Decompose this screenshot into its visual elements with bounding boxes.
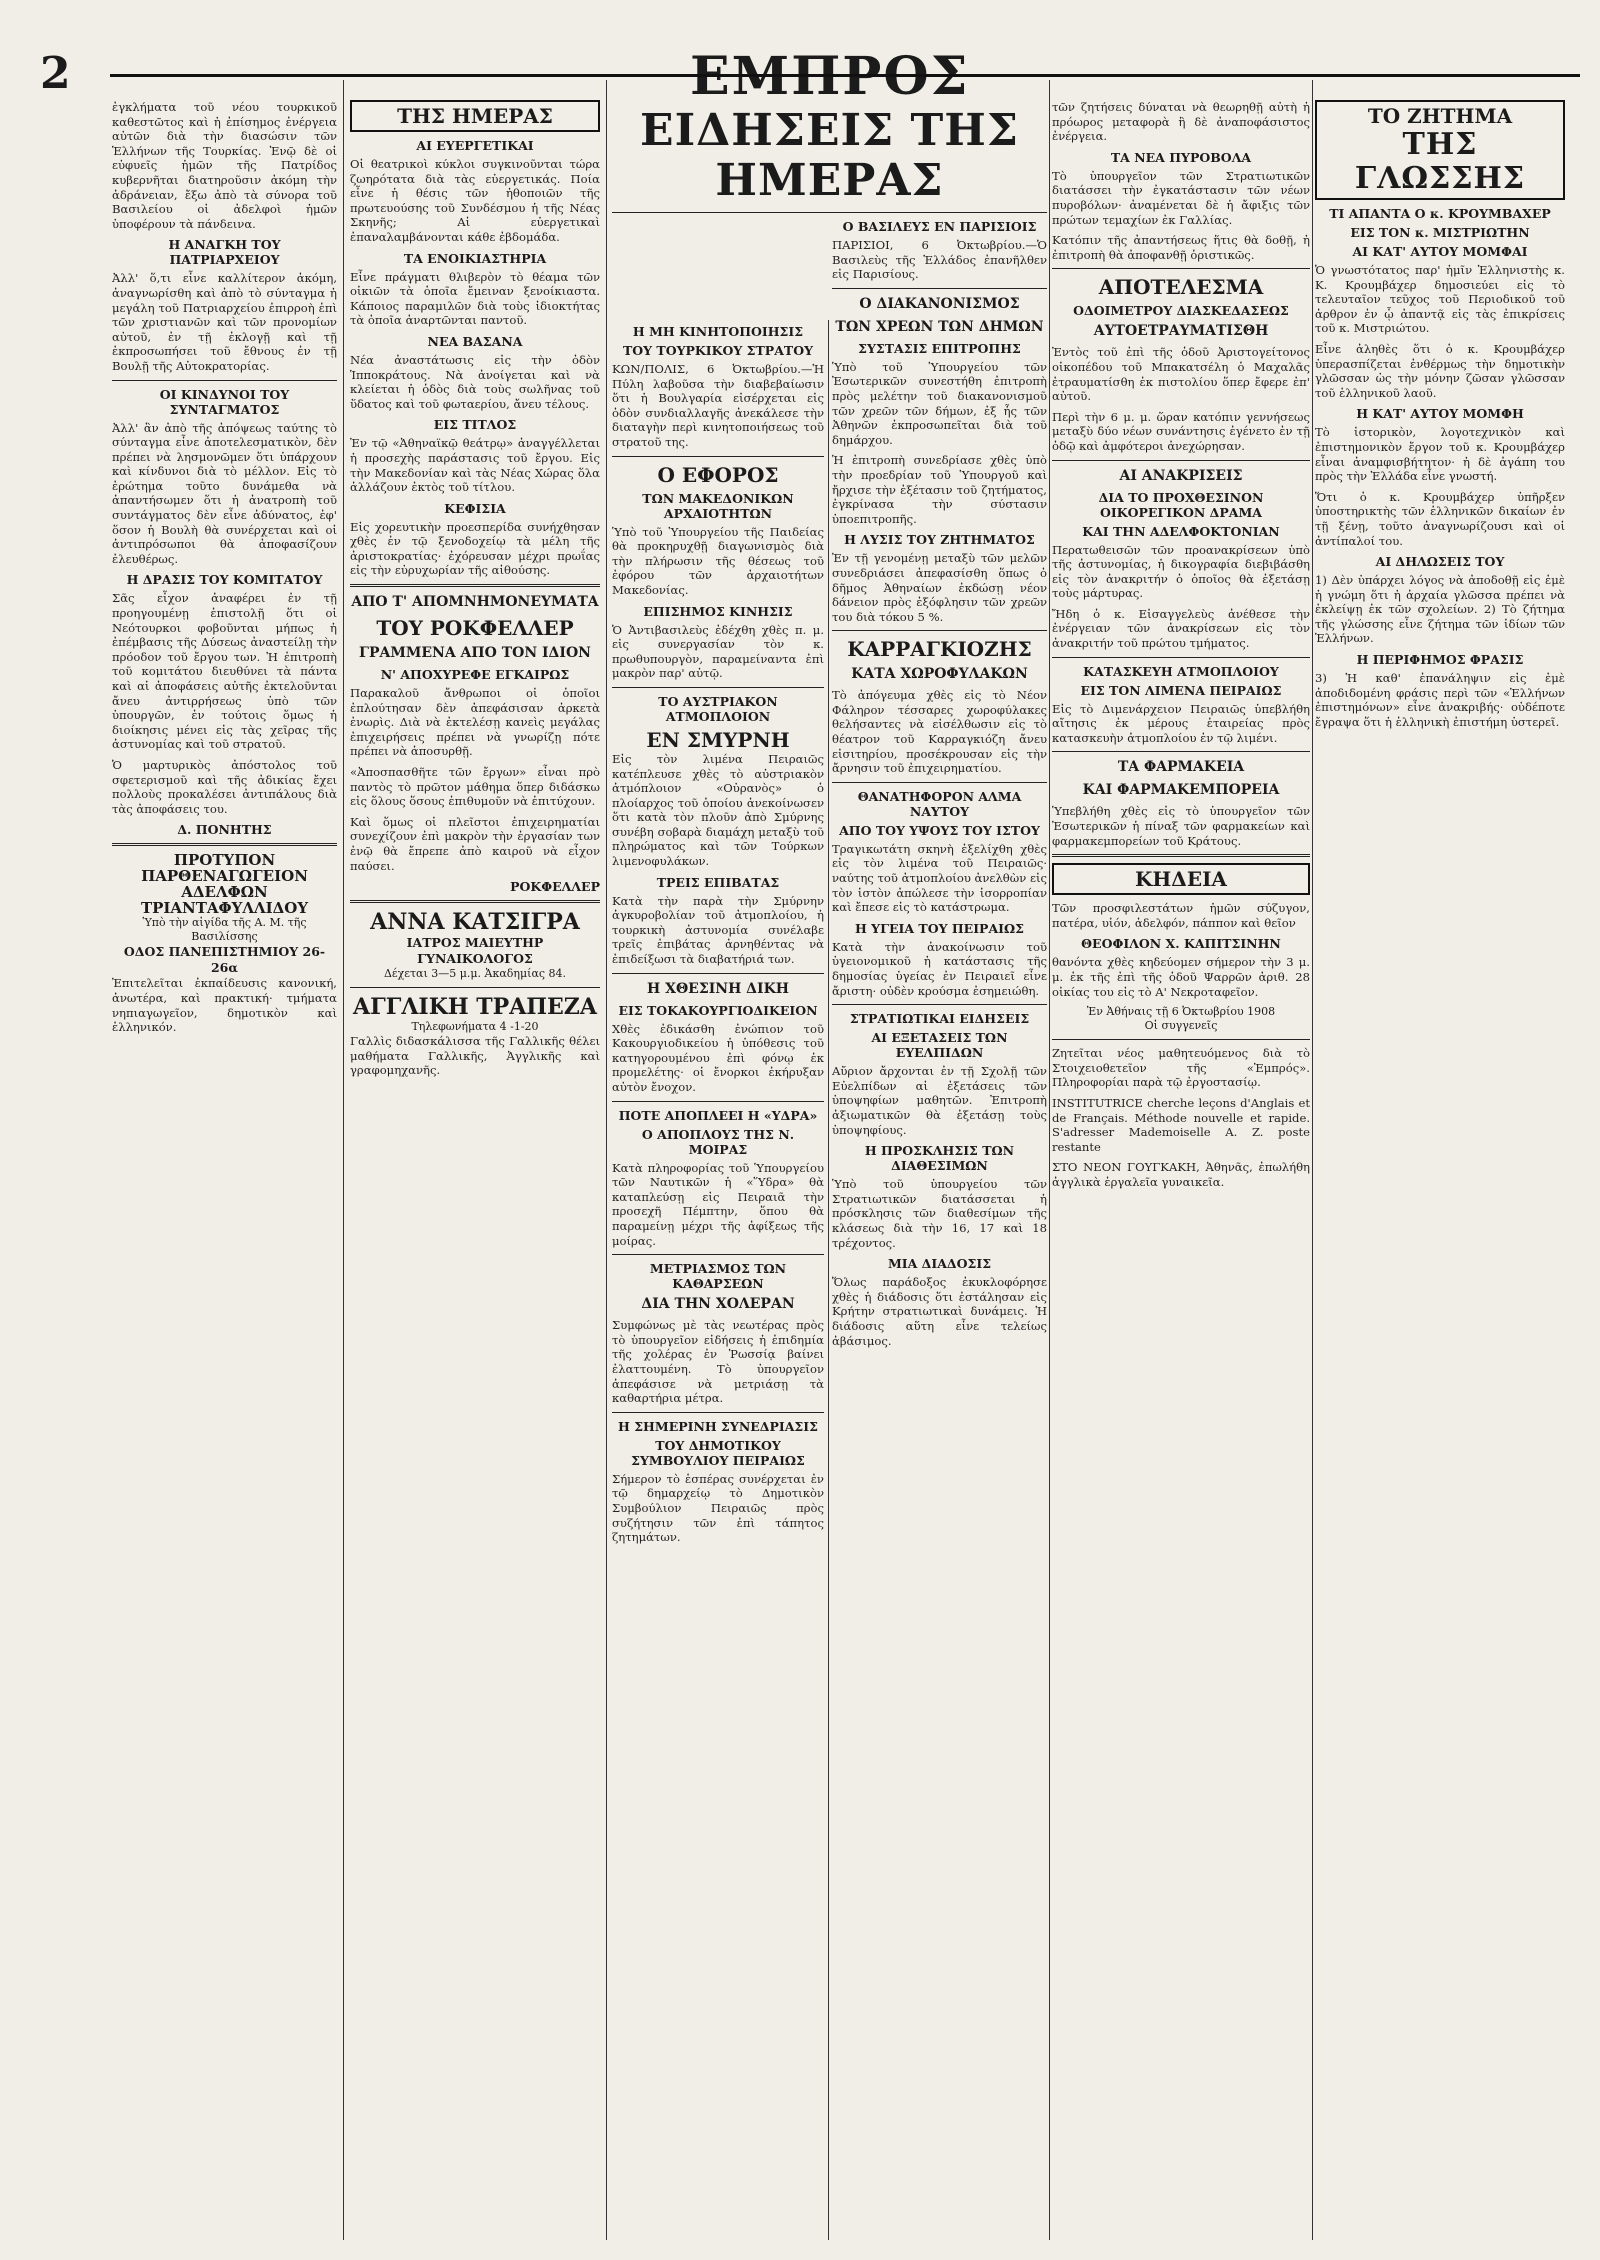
funeral-signature: Οἱ συγγενεῖς: [1144, 1019, 1218, 1033]
article-title: ΤΟ ΖΗΤΗΜΑ: [1367, 104, 1513, 128]
article-heading: ΠΟΤΕ ΑΠΟΠΛΕΕΙ Η «ΥΔΡΑ»: [618, 1107, 818, 1123]
article-text: Περὶ τὴν 6 μ. μ. ὥραν κατόπιν γεννήσεως μεταξὺ δύο νέων συνάντησις ἐγένετο ἐν τῇ ὁδῷ καὶ ἀμφότεροι ἀνεχώρησαν.: [1052, 409, 1310, 453]
masthead: [0, 0, 1600, 107]
article-text: Τὸ ὑπουργεῖον τῶν Στρατιωτικῶν διατάσσει τὴν ἐγκατάστασιν τῶν νέων πυροβόλων· ἀναμένεται δὲ ἡ ἄφιξις τῶν πρώτων τεμαχίων ἐκ Γαλλίας.: [1052, 168, 1310, 227]
article-text: Χθὲς ἐδικάσθη ἐνώπιον τοῦ Κακουργιοδικείου ἡ ὑπόθεσις τοῦ κατηγορουμένου ἐπὶ φόνῳ ἐκ προμελέτης· οἱ ἔνορκοι ἐκήρυξαν αὐτὸν ἔνοχον.: [612, 1021, 824, 1094]
article-heading: ΘΑΝΑΤΗΦΟΡΟΝ ΑΛΜΑ ΝΑΥΤΟΥ: [857, 788, 1022, 819]
article-text: Κατὰ τὴν ἀνακοίνωσιν τοῦ ὑγειονομικοῦ ἡ κατάστασις τῆς δημοσίας ὑγείας ἐν Πειραιεῖ εἶνε ἄριστη· οὐδὲν κρούσμα ἐσημειώθη.: [832, 939, 1047, 998]
article-text: Ὑπεβλήθη χθὲς εἰς τὸ ὑπουργεῖον τῶν Ἐσωτερικῶν ἡ πίναξ τῶν φαρμακείων καὶ φαρμακεμπορείων τοῦ Κράτους.: [1052, 804, 1310, 848]
article-heading: ΤΑ ΝΕΑ ΠΥΡΟΒΟΛΑ: [1110, 149, 1252, 165]
article-subheading: ΕΙΣ ΤΟΚΑΚΟΥΡΓΙΟΔΙΚΕΙΟΝ: [618, 1002, 818, 1018]
divider: [350, 900, 600, 903]
column-divider: [606, 80, 607, 2240]
funeral-notice-title: ΚΗΔΕΙΑ: [1052, 863, 1310, 895]
author-signature: Δ. ΠΟΝΗΤΗΣ: [177, 822, 272, 838]
article-text: Εἰς τὸ Διμενάρχειον Πειραιῶς ὑπεβλήθη αἴτησις ἐκ μέρους ἑταιρείας πρὸς κατασκευὴν ἀτμοπλοίου ἐν τῷ λιμένι.: [1052, 701, 1310, 745]
article-text: Οἱ θεατρικοὶ κύκλοι συγκινοῦνται τώρα ζωηρότατα διὰ τὰς εὐεργετικάς. Ποία εἶνε ἡ θέσις τῶν ἠθοποιῶν τῆς πρωτευούσης τοῦ Συνδέσμου ἡ τῆς Νέας Σκηνῆς; Αἱ εὐεργετικαὶ ἐπαναλαμβάνονται κάθε ἐβδομάδα.: [350, 157, 600, 244]
column-4: [1052, 100, 1310, 2235]
article-text: Εἰς τὸν λιμένα Πειραιῶς κατέπλευσε χθὲς τὸ αὐστριακὸν ἀτμόπλοιον «Οὐρανὸς» ὁ πλοίαρχος τοῦ ὁποίου ἀνεκοίνωσεν ὅτι κατὰ τὸν πλοῦν ἀπὸ Σμύρνης συνέβη σοβαρὰ διαμάχη μεταξὺ τοῦ πληρώματος καὶ τῶν Τούρκων λιμενοφυλάκων.: [612, 751, 824, 869]
article-text: Ἐντὸς τοῦ ἐπὶ τῆς ὁδοῦ Ἀριστογείτονος οἰκοπέδου τοῦ Μπακατσέλη ὁ Μαχαλᾶς ἐτραυματίσθη ἐκ πιστολίου ὅπερ ἔφερε ἐπ' αὐτοῦ.: [1052, 345, 1310, 404]
column-1: [112, 100, 337, 2235]
article-text: Κατὰ τὴν παρὰ τὴν Σμύρνην ἀγκυροβολίαν τοῦ ἀτμοπλοίου, ἡ τουρκικὴ ἀστυνομία συνέλαβε τρεῖς ἐπιβάτας ἀρνηθέντας νὰ ἐπιδείξωσι τὰ διαβατήριά των.: [612, 893, 824, 967]
article-subheading: ΤΟΥ ΔΗΜΟΤΙΚΟΥ ΣΥΜΒΟΥΛΙΟΥ ΠΕΙΡΑΙΩΣ: [631, 1437, 805, 1468]
author-signature: ΡΟΚΦΕΛΛΕΡ: [510, 879, 600, 895]
article-heading: Η ΧΘΕΣΙΝΗ ΔΙΚΗ: [647, 980, 789, 997]
ad-text: Ἐπιτελεῖται ἐκπαίδευσις κανονική, ἀνωτέρα, καὶ πρακτική· τμήματα νηπιαγωγεῖον, δημοτικὸν καὶ ἑλληνικόν.: [112, 976, 337, 1035]
article-heading: Η ΥΓΕΙΑ ΤΟΥ ΠΕΙΡΑΙΩΣ: [855, 920, 1024, 936]
divider: [612, 212, 1047, 213]
article-heading: ΣΤΡΑΤΙΩΤΙΚΑΙ ΕΙΔΗΣΕΙΣ: [849, 1011, 1030, 1027]
article-text: Ἀλλ' ἂν ἀπὸ τῆς ἀπόψεως ταύτης τὸ σύνταγμα εἶνε ἀποτελεσματικὸν, δὲν πρέπει νὰ λησμονῶμεν ὅτι ὑπάρχουν καὶ κίνδυνοι διὰ τὸ μέλλον. Εἰς τὸ ἐρώτημα τοῦτο δυνάμεθα νὰ ἀπαντήσωμεν ὅτι ἡ ἀνατροπὴ τοῦ συντάγματος δὲν εἶνε ἀδύνατος, ἐφ' ὅσον ἡ Βουλὴ θὰ συνέρχεται καὶ οἱ ἀντιπρόσωποι θὰ ἀποφασίζουν ἐλευθέρως.: [112, 420, 337, 566]
article-heading: ΚΑΡΡΑΓΚΙΟΖΗΣ: [847, 637, 1032, 662]
deceased-name: ΘΕΟΦΙΛΟΝ Χ. ΚΑΠΙΤΣΙΝΗΝ: [1081, 936, 1281, 952]
article-text: Σήμερον τὸ ἑσπέρας συνέρχεται ἐν τῷ δημαρχείῳ τὸ Δημοτικὸν Συμβούλιον Πειραιῶς πρὸς συζήτησιν τῶν ἐπὶ τάπητος ζητημάτων.: [612, 1471, 824, 1545]
divider: [612, 1254, 824, 1255]
article-subheading: ΑΠΟ ΤΟΥ ΥΨΟΥΣ ΤΟΥ ΙΣΤΟΥ: [839, 822, 1040, 838]
article-heading: ΑΠΟΤΕΛΕΣΜΑ: [1098, 275, 1264, 300]
article-heading: Ο ΒΑΣΙΛΕΥΣ ΕΝ ΠΑΡΙΣΙΟΙΣ: [842, 219, 1037, 234]
article-subheading: ΤΩΝ ΜΑΚΕΔΟΝΙΚΩΝ ΑΡΧΑΙΟΤΗΤΩΝ: [642, 490, 794, 521]
article-text: Τὸ ἀπόγευμα χθὲς εἰς τὸ Νέον Φάληρον τέσσαρες χωροφύλακες θελήσαντες νὰ εἰσέλθωσιν εἰς τὸ θέατρον τοῦ Καρραγκιόζη ἄνευ εἰσιτηρίου, προσέκρουσαν εἰς τὴν ἄρνησιν τοῦ ἐπιχειρηματίου.: [832, 688, 1047, 776]
ad-name: ΑΔΕΛΦΩΝ ΤΡΙΑΝΤΑΦΥΛΛΙΔΟΥ: [140, 883, 309, 918]
ad-line: Δέχεται 3—5 μ.μ. Ἀκαδημίας 84.: [383, 967, 567, 981]
ad-name: ΑΓΓΛΙΚΗ ΤΡΑΠΕΖΑ: [353, 994, 597, 1021]
divider: [832, 630, 1047, 631]
article-subheading: ΔΙΑ ΤΟ ΠΡΟΧΘΕΣΙΝΟΝ ΟΙΚΟΡΕΓΙΚΟΝ ΔΡΑΜΑ: [1098, 489, 1264, 520]
column-2: [350, 100, 600, 2235]
column-divider: [343, 80, 344, 2240]
article-subheading: ΔΙΑ ΤΗΝ ΧΟΛΕΡΑΝ: [641, 1296, 795, 1313]
article-title: ΤΗΣ ΓΛΩΣΣΗΣ: [1354, 127, 1526, 196]
article-subheading: ΤΟΥ ΤΟΥΡΚΙΚΟΥ ΣΤΡΑΤΟΥ: [622, 343, 814, 358]
advertisement-bank: [350, 994, 600, 1078]
article-text: Τὸ ἱστορικὸν, λογοτεχνικὸν καὶ ἐπιστημονικὸν ἔργον τοῦ κ. Κρουμβάχερ εἶναι ἀναμφισβήτητον· ἡ δὲ ἀγάπη του πρὸς τὴν Ἑλλάδα εἶνε γνωστή.: [1315, 425, 1565, 484]
article-text: Κατὰ πληροφορίας τοῦ Ὑπουργείου τῶν Ναυτικῶν ἡ «Ὕδρα» θὰ καταπλεύσῃ εἰς Πειραιᾶ τὴν προσεχῆ Πέμπτην, ὅπου θὰ παραμείνῃ μέχρι τῆς ἀφίξεως τῆς μοίρας.: [612, 1160, 824, 1248]
funeral-text: θανόντα χθὲς κηδεύομεν σήμερον τὴν 3 μ. μ. ἐκ τῆς ἐπὶ τῆς ὁδοῦ Ψαρρῶν ἀριθ. 28 οἰκίας του εἰς τὸ Α' Νεκροταφεῖον.: [1052, 955, 1310, 999]
article-text: Καὶ ὅμως οἱ πλεῖστοι ἐπιχειρηματίαι συνεχίζουν ἐπὶ μακρὸν τὴν ἐργασίαν των ἐνῷ θὰ ἔπρεπε ἀπὸ καιροῦ νὰ εἶχον παύσει.: [350, 814, 600, 873]
article-heading: ΜΙΑ ΔΙΑΔΟΣΙΣ: [887, 1256, 992, 1272]
article-subheading: ΤΙ ΑΠΑΝΤΑ Ο κ. ΚΡΟΥΜΒΑΧΕΡ: [1329, 206, 1551, 221]
divider: [1052, 854, 1310, 857]
article-heading: ΚΑΤΑΣΚΕΥΗ ΑΤΜΟΠΛΟΙΟΥ: [1083, 663, 1279, 679]
section-heading: ΑΙ ΔΗΛΩΣΕΙΣ ΤΟΥ: [1375, 554, 1505, 570]
divider: [832, 1004, 1047, 1005]
article-text: ΚΩΝ/ΠΟΛΙΣ, 6 Ὀκτωβρίου.—Ἡ Πύλη λαβοῦσα τὴν διαβεβαίωσιν ὅτι ἡ Βουλγαρία εἰσέρχεται εἰς ὁδὸν συνδιαλλαγῆς ἀνεκάλεσε τὴν διαταγὴν περὶ κινητοποιήσεως τοῦ στρατοῦ της.: [612, 362, 824, 449]
article-text: Ἡ ἐπιτροπὴ συνεδρίασε χθὲς ὑπὸ τὴν προεδρίαν τοῦ Ὑπουργοῦ καὶ ἤρχισε τὴν ἐξέτασιν τοῦ ζητήματος, ἐγκρίνασα τὴν σύστασιν ὑποεπιτροπῆς.: [832, 453, 1047, 526]
divider: [112, 380, 337, 381]
ad-title: ΠΡΟΤΥΠΟΝ ΠΑΡΘΕΝΑΓΩΓΕΙΟΝ: [141, 851, 308, 886]
article-text: Ὁ γνωστότατος παρ' ἡμῖν Ἑλληνιστὴς κ. Κ. Κρουμβάχερ δημοσιεύει εἰς τὸ τελευταῖον τεῦχος τοῦ Περιοδικοῦ τοῦ ἀρθρον ἐν ᾧ ἀπαντᾷ εἰς τὰς ἐπικρίσεις τοῦ κ. Μιστριώτου.: [1315, 263, 1565, 336]
article-text: Ὑπὸ τοῦ Ὑπουργείου τῆς Παιδείας θὰ προκηρυχθῇ διαγωνισμὸς διὰ τὴν πλήρωσιν τῆς θέσεως τοῦ ἐφόρου τῶν ἀρχαιοτήτων Μακεδονίας.: [612, 524, 824, 597]
article-text: Ὅλως παράδοξος ἐκυκλοφόρησε χθὲς ἡ διάδοσις ὅτι ἐστάλησαν εἰς Κρήτην στρατιωτικαὶ δυνάμεις. Ἡ διάδοσις αὕτη εἶνε τελείως ἀβάσιμος.: [832, 1275, 1047, 1348]
item-heading: ΕΙΣ ΤΙΤΛΟΣ: [433, 417, 517, 433]
section-heading: ΟΙ ΚΙΝΔΥΝΟΙ ΤΟΥ ΣΥΝΤΑΓΜΑΤΟΣ: [159, 386, 290, 417]
article-text: 3) Ἡ καθ' ἐπανάληψιν εἰς ἐμὲ ἀποδιδομένη φράσις περὶ τῶν «Ἑλλήνων ἐπιστημόνων» εἶνε ἀνακριβής· οὐδέποτε ἔγραψα ὅτι ἡ ἑλληνικὴ ἐπιστήμη ὑστερεῖ.: [1315, 671, 1565, 729]
divider: [1052, 1039, 1310, 1040]
article-text: τῶν ζητήσεις δύναται νὰ θεωρηθῇ αὐτὴ ἡ πρόωρος μεταφορὰ ἢ δὲ ἀναποφάσιστος ἐνέργεια.: [1052, 100, 1310, 144]
article-heading: Η ΣΗΜΕΡΙΝΗ ΣΥΝΕΔΡΙΑΣΙΣ: [618, 1418, 818, 1434]
article-text: Ἐν τῷ «Ἀθηναϊκῷ θεάτρῳ» ἀναγγέλλεται ἡ προσεχὴς παράστασις τοῦ ἔργου. Εἰς τὴν Μακεδονίαν καὶ τὰς Νέας Χώρας ὅλα ἀλλάζουν ἐκτὸς τοῦ τίτλου.: [350, 436, 600, 495]
column-5: [1315, 100, 1565, 2235]
ad-name: ΑΝΝΑ ΚΑΤΣΙΓΡΑ: [370, 909, 580, 936]
divider: [612, 1101, 824, 1102]
language-question-title-box: [1315, 100, 1565, 200]
article-text: Συμφώνως μὲ τὰς νεωτέρας πρὸς τὸ ὑπουργεῖον εἰδήσεις ἡ ἐπιδημία τῆς χολέρας ἐν Ῥωσσίᾳ βαίνει ἐλαττουμένη. Τὸ ὑπουργεῖον ἀπεφάσισε νὰ μετριάσῃ τὰ καθαρτήρια μέτρα.: [612, 1318, 824, 1406]
divider: [112, 843, 337, 846]
classified-text: ΣΤΟ ΝΕΟΝ ΓΟΥΓΚΑΚΗ, Ἀθηνᾶς, ἐπωλήθη ἀγγλικὰ ἐργαλεῖα γυναικεῖα.: [1052, 1160, 1310, 1189]
article-subheading: ΑΥΤΟΕΤΡΑΥΜΑΤΙΣΘΗ: [1093, 323, 1269, 340]
divider: [350, 584, 600, 587]
article-heading: ΕΠΙΣΗΜΟΣ ΚΙΝΗΣΙΣ: [643, 603, 793, 619]
article-text: Ὁ μαρτυρικὸς ἀπόστολος τοῦ σφετερισμοῦ καὶ τῆς ἀδικίας ἔχει πολλοὺς προκαλέσει ἀντιπάλους διὰ τὰς ἀποφάσεις του.: [112, 757, 337, 816]
item-heading: ΚΕΦΙΣΙΑ: [444, 500, 506, 516]
ad-text: Γαλλὶς διδασκάλισσα τῆς Γαλλικῆς θέλει μαθήματα Γαλλικῆς, Ἀγγλικῆς καὶ γραφομηχανῆς.: [350, 1034, 600, 1078]
classified-text: Ζητεῖται νέος μαθητευόμενος διὰ τὸ Στοιχειοθετεῖον τῆς «Ἐμπρός». Πληροφορίαι παρὰ τῷ ἐργοστασίῳ.: [1052, 1046, 1310, 1090]
column-divider: [1312, 80, 1313, 2240]
article-subheading: Ν' ΑΠΟΧΥΡΕΦΕ ΕΓΚΑΙΡΩΣ: [380, 667, 570, 683]
column-divider: [828, 320, 829, 2240]
article-text: Ἐν τῇ γενομένῃ μεταξὺ τῶν μελῶν συνεδριάσει ἀπεφασίσθη ὅπως ὁ δῆμος Ἀθηναίων ἐκδώσῃ νέον δάνειον πρὸς ἐξόφλησιν τῶν χρεῶν του διὰ τόκου 5 %.: [832, 551, 1047, 624]
article-text: Εἶνε ἀληθὲς ὅτι ὁ κ. Κρουμβάχερ ὑπερασπίζεται ἐνθέρμως τὴν δημοτικὴν γλῶσσαν ὡς τὴν μόνην ζῶσαν γλῶσσαν τοῦ ἑλληνικοῦ λαοῦ.: [1315, 341, 1565, 400]
article-heading: Η ΜΗ ΚΙΝΗΤΟΠΟΙΗΣΙΣ: [632, 324, 804, 339]
article-subheading: ΚΑΤΑ ΧΩΡΟΦΥΛΑΚΩΝ: [851, 666, 1028, 683]
advertisement-doctor: [350, 909, 600, 981]
article-text: Κατόπιν τῆς ἀπαντήσεως ἥτις θὰ δοθῇ, ἡ ἐπιτροπὴ θὰ ἀποφανθῇ ὁριστικῶς.: [1052, 233, 1310, 262]
divider: [612, 1412, 824, 1413]
article-text: 1) Δὲν ὑπάρχει λόγος νὰ ἀποδοθῇ εἰς ἐμὲ ἡ γνώμη ὅτι ἡ ἀρχαία γλῶσσα πρέπει νὰ ἐκλείψῃ ἐκ τῶν σχολείων. 2) Τὸ ζήτημα τῆς γλώσσης εἶνε ζήτημα τῶν ἰδίων τῶν Ἑλλήνων.: [1315, 573, 1565, 646]
divider: [1052, 657, 1310, 658]
divider: [612, 973, 824, 974]
divider: [350, 987, 600, 988]
article-heading: ΜΕΤΡΙΑΣΜΟΣ ΤΩΝ ΚΑΘΑΡΣΕΩΝ: [649, 1261, 787, 1292]
article-subheading: ΕΙΣ ΤΟΝ ΛΙΜΕΝΑ ΠΕΙΡΑΙΩΣ: [1080, 682, 1282, 698]
column-divider: [1049, 80, 1050, 2240]
article-text: Ὅτι ὁ κ. Κρουμβάχερ ὑπῆρξεν ὑποστηρικτὴς τῶν ἑλληνικῶν δικαίων ἐν τῇ ξένῃ, τοῦτο ἀναγνωρίζουσι καὶ οἱ ἀντίπαλοί του.: [1315, 489, 1565, 548]
divider: [1052, 751, 1310, 752]
article-text: Ὑπὸ τοῦ Ὑπουργείου τῶν Ἐσωτερικῶν συνεστήθη ἐπιτροπὴ πρὸς μελέτην τοῦ διακανονισμοῦ τῶν χρεῶν τῶν δήμων, ἐξ ἧς τῶν Ἀθηνῶν ἐκπροσωπεῖται διὰ τοῦ δημάρχου.: [832, 359, 1047, 447]
article-subheading: ΕΙΣ ΤΟΝ κ. ΜΙΣΤΡΙΩΤΗΝ: [1350, 225, 1530, 240]
ad-address: ΟΔΟΣ ΠΑΝΕΠΙΣΤΗΜΙΟΥ 26-26α: [123, 944, 326, 976]
article-heading: ΑΠΟ Τ' ΑΠΟΜΝΗΜΟΝΕΥΜΑΤΑ: [351, 594, 599, 611]
article-heading: ΤΟ ΑΥΣΤΡΙΑΚΟΝ ΑΤΜΟΠΛΟΙΟΝ: [658, 693, 778, 724]
article-text: Ἤδη ὁ κ. Εἰσαγγελεὺς ἀνέθεσε τὴν ἐνέργειαν τῶν ἀνακρίσεων εἰς τὸν ἀνακριτήν τοῦ πρώτου τμήματος.: [1052, 606, 1310, 651]
page-number: 2: [40, 48, 71, 99]
column-title: ΤΗΣ ΗΜΕΡΑΣ: [350, 100, 600, 132]
article-subheading: ΕΝ ΣΜΥΡΝΗ: [646, 727, 790, 752]
funeral-date: Ἐν Ἀθήναις τῇ 6 Ὀκτωβρίου 1908: [1086, 1005, 1276, 1019]
newspaper-name: ΕΜΠΡΟΣ: [690, 46, 970, 107]
article-text: «Ἀποσπασθῆτε τῶν ἔργων» εἶναι πρὸ παντὸς τὸ πρῶτον μάθημα ὅπερ διδάσκω εἰς ὅλους ὅσους ἐπιθυμοῦν νὰ ἐπιτύχουν.: [350, 765, 600, 809]
news-title: ΕΙΔΗΣΕΙΣ ΤΗΣ ΗΜΕΡΑΣ: [640, 105, 1019, 206]
column-3-left: [612, 320, 824, 2235]
section-heading: Η ΔΡΑΣΙΣ ΤΟΥ ΚΟΜΙΤΑΤΟΥ: [126, 572, 323, 588]
section-heading: Η ΠΕΡΙΦΗΜΟΣ ΦΡΑΣΙΣ: [1356, 652, 1524, 668]
article-heading: ΤΟΥ ΡΟΚΦΕΛΛΕΡ: [376, 616, 574, 641]
advertisement-school: [112, 852, 337, 1034]
article-text: Ὑπὸ τοῦ ὑπουργείου τῶν Στρατιωτικῶν διατάσσεται ἡ πρόσκλησις τῶν διαθεσίμων τῆς κλάσεως διὰ τὴν 16, 17 καὶ 18 τρέχοντος.: [832, 1177, 1047, 1250]
article-subheading: ΣΥΣΤΑΣΙΣ ΕΠΙΤΡΟΠΗΣ: [858, 340, 1021, 356]
article-subheading: ΚΑΙ ΤΗΝ ΑΔΕΛΦΟΚΤΟΝΙΑΝ: [1082, 523, 1280, 539]
article-heading: Η ΠΡΟΣΚΛΗΣΙΣ ΤΩΝ ΔΙΑΘΕΣΙΜΩΝ: [864, 1143, 1015, 1174]
article-subheading: ΟΔΟΙΜΕΤΡΟΥ ΔΙΑΣΚΕΔΑΣΕΩΣ: [1073, 303, 1289, 319]
article-text: Αὔριον ἄρχονται ἐν τῇ Σχολῇ τῶν Εὐελπίδων αἱ ἐξετάσεις τῶν ὑποψηφίων μαθητῶν. Ἐπιτροπὴ ἀξιωματικῶν θὰ ἐξετάσῃ τοὺς ὑποψηφίους.: [832, 1064, 1047, 1137]
article-subheading: ΓΡΑΜΜΕΝΑ ΑΠΟ ΤΟΝ ΙΔΙΟΝ: [359, 645, 591, 662]
ad-line: Ὑπὸ τὴν αἰγίδα τῆς Α. Μ. τῆς Βασιλίσσης: [142, 916, 307, 944]
article-text: Νέα ἀναστάτωσις εἰς τὴν ὁδὸν Ἱπποκράτους. Νὰ ἀνοίγεται καὶ νὰ κλείεται ἡ ὁδὸς διὰ τοὺς σωλῆνας τοῦ ὕδατος καὶ τοῦ φωταερίου, ἄνευ τέλους.: [350, 352, 600, 411]
article-text: Παρακαλοῦ ἄνθρωποι οἱ ὁποῖοι ἐπλούτησαν δὲν ἀπεφάσισαν ἀρκετὰ ἐνωρὶς. Διὰ νὰ ἐκτελέσῃ κανεὶς μεγάλας ἐπιχειρήσεις πρέπει νὰ γνωρίζῃ πότε πρέπει νὰ ἀποσυρθῇ.: [350, 686, 600, 759]
article-text: ΠΑΡΙΣΙΟΙ, 6 Ὀκτωβρίου.—Ὁ Βασιλεὺς τῆς Ἑλλάδος ἐπανῆλθεν εἰς Παρισίους.: [832, 238, 1047, 282]
article-heading: ΑΙ ΑΝΑΚΡΙΣΕΙΣ: [1119, 467, 1243, 484]
article-text: Εἰς χορευτικὴν προεσπερίδα συνήχθησαν χθὲς ἐν τῷ ξενοδοχείῳ τὰ μέλη τῆς ἀριστοκρατίας· ἐχόρευσαν μέχρι πρωΐας εἰς τὴν εὐρυχωρίαν τῆς αἰθούσης.: [350, 519, 600, 578]
article-subheading: Ο ΑΠΟΠΛΟΥΣ ΤΗΣ Ν. ΜΟΙΡΑΣ: [641, 1126, 795, 1157]
article-subheading: ΑΙ ΕΞΕΤΑΣΕΙΣ ΤΩΝ ΕΥΕΛΠΙΔΩΝ: [871, 1030, 1008, 1061]
item-heading: ΤΑ ΕΝΟΙΚΙΑΣΤΗΡΙΑ: [403, 250, 547, 266]
article-subheading: ΑΙ ΚΑΤ' ΑΥΤΟΥ ΜΟΜΦΑΙ: [1352, 244, 1528, 259]
funeral-text: Τῶν προσφιλεστάτων ἡμῶν σύζυγον, πατέρα, υἱόν, ἀδελφόν, πάππον καὶ θεῖον: [1052, 901, 1310, 930]
article-text: ἐγκλήματα τοῦ νέου τουρκικοῦ καθεστῶτος καὶ ἡ ἐπίσημος ἐνέργεια αὐτῶν διὰ τὴν διασώσιν τῶν Ἑλλήνων τῆς Τουρκίας. Ἐνῷ δὲ οἱ εὐφυεῖς ἡμῶν τῆς Πατρίδος κυβερνῆται διατηροῦσιν ἀκόμη τὴν ἀδράνειαν, ἔξω ἀπὸ τὰ σύνορα τοῦ Βασιλείου οἱ ἀδελφοὶ ἡμῶν ὑποφέρουν τὰ πάνδεινα.: [112, 100, 337, 231]
article-text: Εἶνε πράγματι θλιβερὸν τὸ θέαμα τῶν οἰκιῶν τὰ ὁποῖα ἔμειναν ξενοίκιαστα. Κάποιος παραμιλῶν διὰ τοὺς ἰδιοκτήτας τὰ ὁποῖα ἀναρτῶνται παντοῦ.: [350, 269, 600, 328]
section-heading: Η ΚΑΤ' ΑΥΤΟΥ ΜΟΜΦΗ: [1356, 406, 1524, 422]
item-heading: ΑΙ ΕΥΕΡΓΕΤΙΚΑΙ: [416, 138, 534, 153]
article-text: Ὁ Ἀντιβασιλεὺς ἐδέχθη χθὲς π. μ. εἰς συνεργασίαν τὸν κ. πρωθυπουργὸν, παραμείναντα ἐπὶ μακρὸν παρ' αὐτῷ.: [612, 622, 824, 681]
article-heading: Ο ΕΦΟΡΟΣ: [657, 462, 779, 487]
divider: [612, 456, 824, 457]
article-text: Σᾶς εἶχον ἀναφέρει ἐν τῇ προηγουμένῃ ἐπιστολῇ ὅτι οἱ Νεότουρκοι φοβοῦνται μήπως ἡ ἐπέμβασις τῆς Δύσεως ἀναστείλῃ τὴν πρόοδον τοῦ ἔργου των. Ἡ ἐπιτροπὴ τοῦ κομιτάτου διευθύνει τὰ πάντα καὶ αἱ ἀποφάσεις αὐτῆς ἐκτελοῦνται ἄνευ ἀντιρρήσεως ὑπὸ τῶν ὑπουργῶν, ἐν τούτοις ὅμως ἡ διοίκησις μένει εἰς τὰς χεῖρας τῆς ἀστυνομίας καὶ τοῦ στρατοῦ.: [112, 591, 337, 752]
article-heading: ΤΑ ΦΑΡΜΑΚΕΙΑ: [1117, 759, 1245, 776]
column-3-right: [832, 215, 1047, 2235]
article-text: Περατωθεισῶν τῶν προανακρίσεων ὑπὸ τῆς ἀστυνομίας, ἡ δικογραφία διεβιβάσθη εἰς τὸν ἀνακριτήν ὁ ὁποῖος θὰ ἐξετάσῃ τοὺς μάρτυρας.: [1052, 542, 1310, 601]
article-text: Ἀλλ' ὅ,τι εἶνε καλλίτερον ἀκόμη, ἀναγνωρίσθη καὶ ἀπὸ τὸ σύνταγμα ἡ μεγάλη τοῦ Πατριαρχείου ἐπιρροὴ ἐπὶ τῶν χριστιανῶν καὶ τῶν προνομίων αὐτοῦ, ἐν τῇ ἐκλογῇ καὶ τῇ ἐκπροσωπήσει τοῦ ἔθνους ἐν τῇ Βουλῇ τῆς Αὐτοκρατορίας.: [112, 271, 337, 373]
divider: [1052, 460, 1310, 461]
article-subheading: ΤΩΝ ΧΡΕΩΝ ΤΩΝ ΔΗΜΩΝ: [835, 318, 1044, 335]
article-heading: Η ΛΥΣΙΣ ΤΟΥ ΖΗΤΗΜΑΤΟΣ: [844, 532, 1035, 548]
item-heading: ΝΕΑ ΒΑΣΑΝΑ: [427, 333, 523, 349]
divider: [832, 288, 1047, 289]
ad-subtitle: ΙΑΤΡΟΣ ΜΑΙΕΥΤΗΡ ΓΥΝΑΙΚΟΛΟΓΟΣ: [406, 935, 544, 967]
article-heading: Ο ΔΙΑΚΑΝΟΝΙΣΜΟΣ: [859, 295, 1020, 312]
article-text: Τραγικωτάτη σκηνὴ ἐξελίχθη χθὲς εἰς τὸν λιμένα τοῦ Πειραιῶς· ναύτης τοῦ ἀτμοπλοίου ἀνελθὼν εἰς τὸν ἱστὸν ἀπώλεσε τὴν ἰσορροπίαν καὶ ἔπεσε εἰς τὸ κατάστρωμα.: [832, 841, 1047, 915]
divider: [612, 687, 824, 688]
divider: [832, 782, 1047, 783]
section-heading: Η ΑΝΑΓΚΗ ΤΟΥ ΠΑΤΡΙΑΡΧΕΙΟΥ: [168, 237, 281, 268]
divider: [1052, 268, 1310, 269]
ad-line: Τηλεφωνήματα 4 -1-20: [411, 1020, 539, 1034]
article-subheading: ΚΑΙ ΦΑΡΜΑΚΕΜΠΟΡΕΙΑ: [1082, 782, 1280, 799]
classified-text: INSTITUTRICE cherche leçons d'Anglais et de Français. Méthode nouvelle et rapide. S'adresser Mademoiselle A. Z. poste restante: [1052, 1095, 1310, 1154]
top-rule: [110, 74, 1580, 77]
article-heading: ΤΡΕΙΣ ΕΠΙΒΑΤΑΣ: [656, 874, 780, 890]
